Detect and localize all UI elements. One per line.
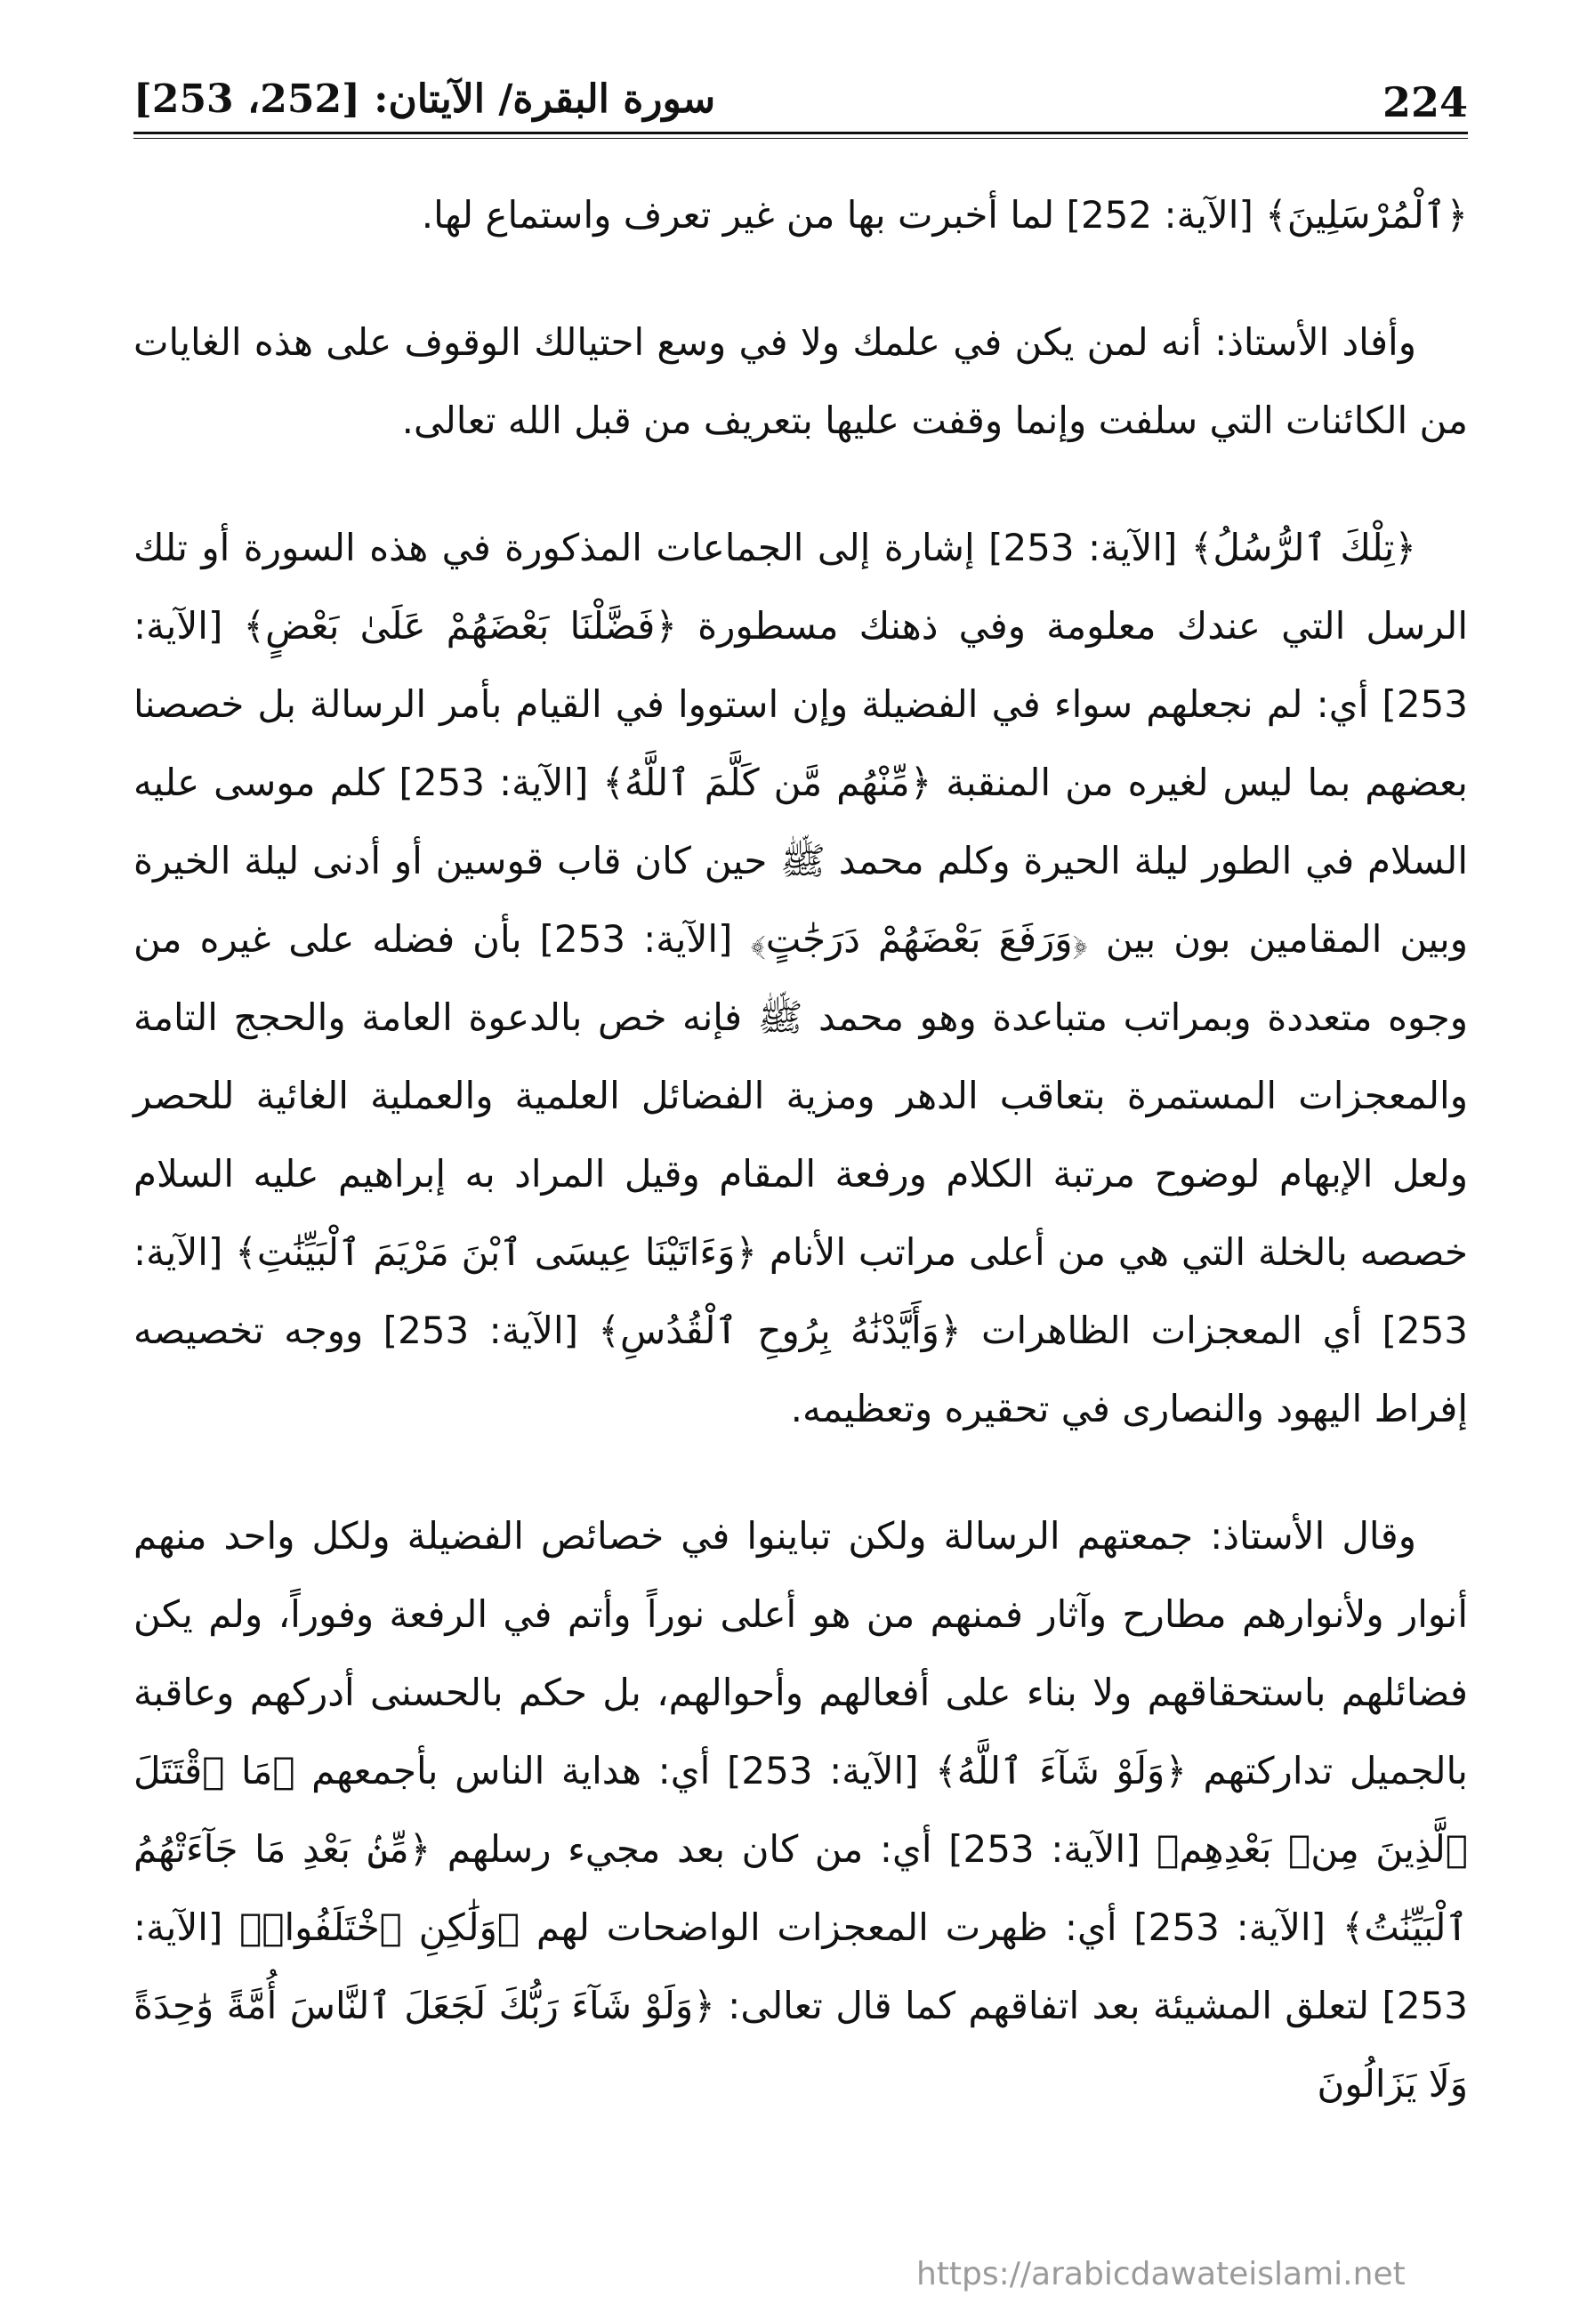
paragraph-3: ﴿تِلْكَ ٱلرُّسُلُ﴾ [الآية: 253] إشارة إلى الجماعات المذكورة في هذه السورة أو تلك الرسل التي عندك معلومة وفي ذهنك مسطورة ﴿فَضَّلْنَا بَعْضَهُمْ عَلَىٰ بَعْضٍ﴾ [الآية: 253] أي: لم نجعلهم سواء في الفضيلة وإن استووا في القيام بأمر الرسالة بل خصصنا بعضهم بما ليس لغيره من المنقبة ﴿مِّنْهُم مَّن كَلَّمَ ٱللَّهُ﴾ [الآية: 253] كلم موسى عليه السلام في الطور ليلة الحيرة وكلم محمد ﷺ حين كان قاب قوسين أو أدنى ليلة الخيرة وبين المقامين بون بين ﴿وَرَفَعَ بَعْضَهُمْ دَرَجَٰتٍ﴾ [الآية: 253] بأن فضله على غيره من وجوه متعددة وبمراتب متباعدة وهو محمد ﷺ فإنه خص بالدعوة العامة والحجج التامة والمعجزات المستمرة بتعاقب الدهر ومزية الفضائل العلمية والعملية الغائية للحصر ولعل الإبهام لوضوح مرتبة الكلام ورفعة المقام وقيل المراد به إبراهيم عليه السلام خصصه بالخلة التي هي من أعلى مراتب الأنام ﴿وَءَاتَيْنَا عِيسَى ٱبْنَ مَرْيَمَ ٱلْبَيِّنَٰتِ﴾ [الآية: 253] أي المعجزات الظاهرات ﴿وَأَيَّدْنَٰهُ بِرُوحِ ٱلْقُدُسِ﴾ [الآية: 253] ووجه تخصيصه إفراط اليهود والنصارى في تحقيره وتعظيمه.	[133, 526, 1469, 1430]
watermark-url: https://arabicdawateislami.net	[916, 2256, 1406, 2292]
page-header	[133, 69, 1468, 139]
header-rule	[133, 132, 1468, 139]
paragraph-4: وقال الأستاذ: جمعتهم الرسالة ولكن تباينوا في خصائص الفضيلة ولكل واحد منهم أنوار ولأنوارهم مطارح وآثار فمنهم من هو أعلى نوراً وأتم في الرفعة وفوراً، ولم يكن فضائلهم باستحقاقهم ولا بناء على أفعالهم وأحوالهم، بل حكم بالحسنى أدركهم وعاقبة بالجميل تداركتهم ﴿وَلَوْ شَآءَ ٱللَّهُ﴾ [الآية: 253] أي: هداية الناس بأجمعهم ﴿مَا ٱقْتَتَلَ ٱلَّذِينَ مِنۢ بَعْدِهِم﴾ [الآية: 253] أي: من كان بعد مجيء رسلهم ﴿مِّنۢ بَعْدِ مَا جَآءَتْهُمُ ٱلْبَيِّنَٰتُ﴾ [الآية: 253] أي: ظهرت المعجزات الواضحات لهم ﴿وَلَٰكِنِ ٱخْتَلَفُوا۟﴾ [الآية: 253] لتعلق المشيئة بعد اتفاقهم كما قال تعالى: ﴿وَلَوْ شَآءَ رَبُّكَ لَجَعَلَ ٱلنَّاسَ أُمَّةً وَٰحِدَةً وَلَا يَزَالُونَ	[133, 1514, 1469, 2106]
paragraph-1: ﴿ٱلْمُرْسَلِينَ﴾ [الآية: 252] لما أخبرت بها من غير تعرف واستماع لها.	[421, 193, 1468, 237]
paragraph-2: وأفاد الأستاذ: أنه لمن يكن في علمك ولا في وسع احتيالك الوقوف على هذه الغايات من الكائنات التي سلفت وإنما وقفت عليها بتعريف من قبل الله تعالى.	[133, 320, 1468, 442]
page-number: 224	[1382, 78, 1468, 126]
body-text	[133, 176, 1468, 2123]
running-title: سورة البقرة/ الآيتان: [252، 253]	[133, 77, 716, 122]
